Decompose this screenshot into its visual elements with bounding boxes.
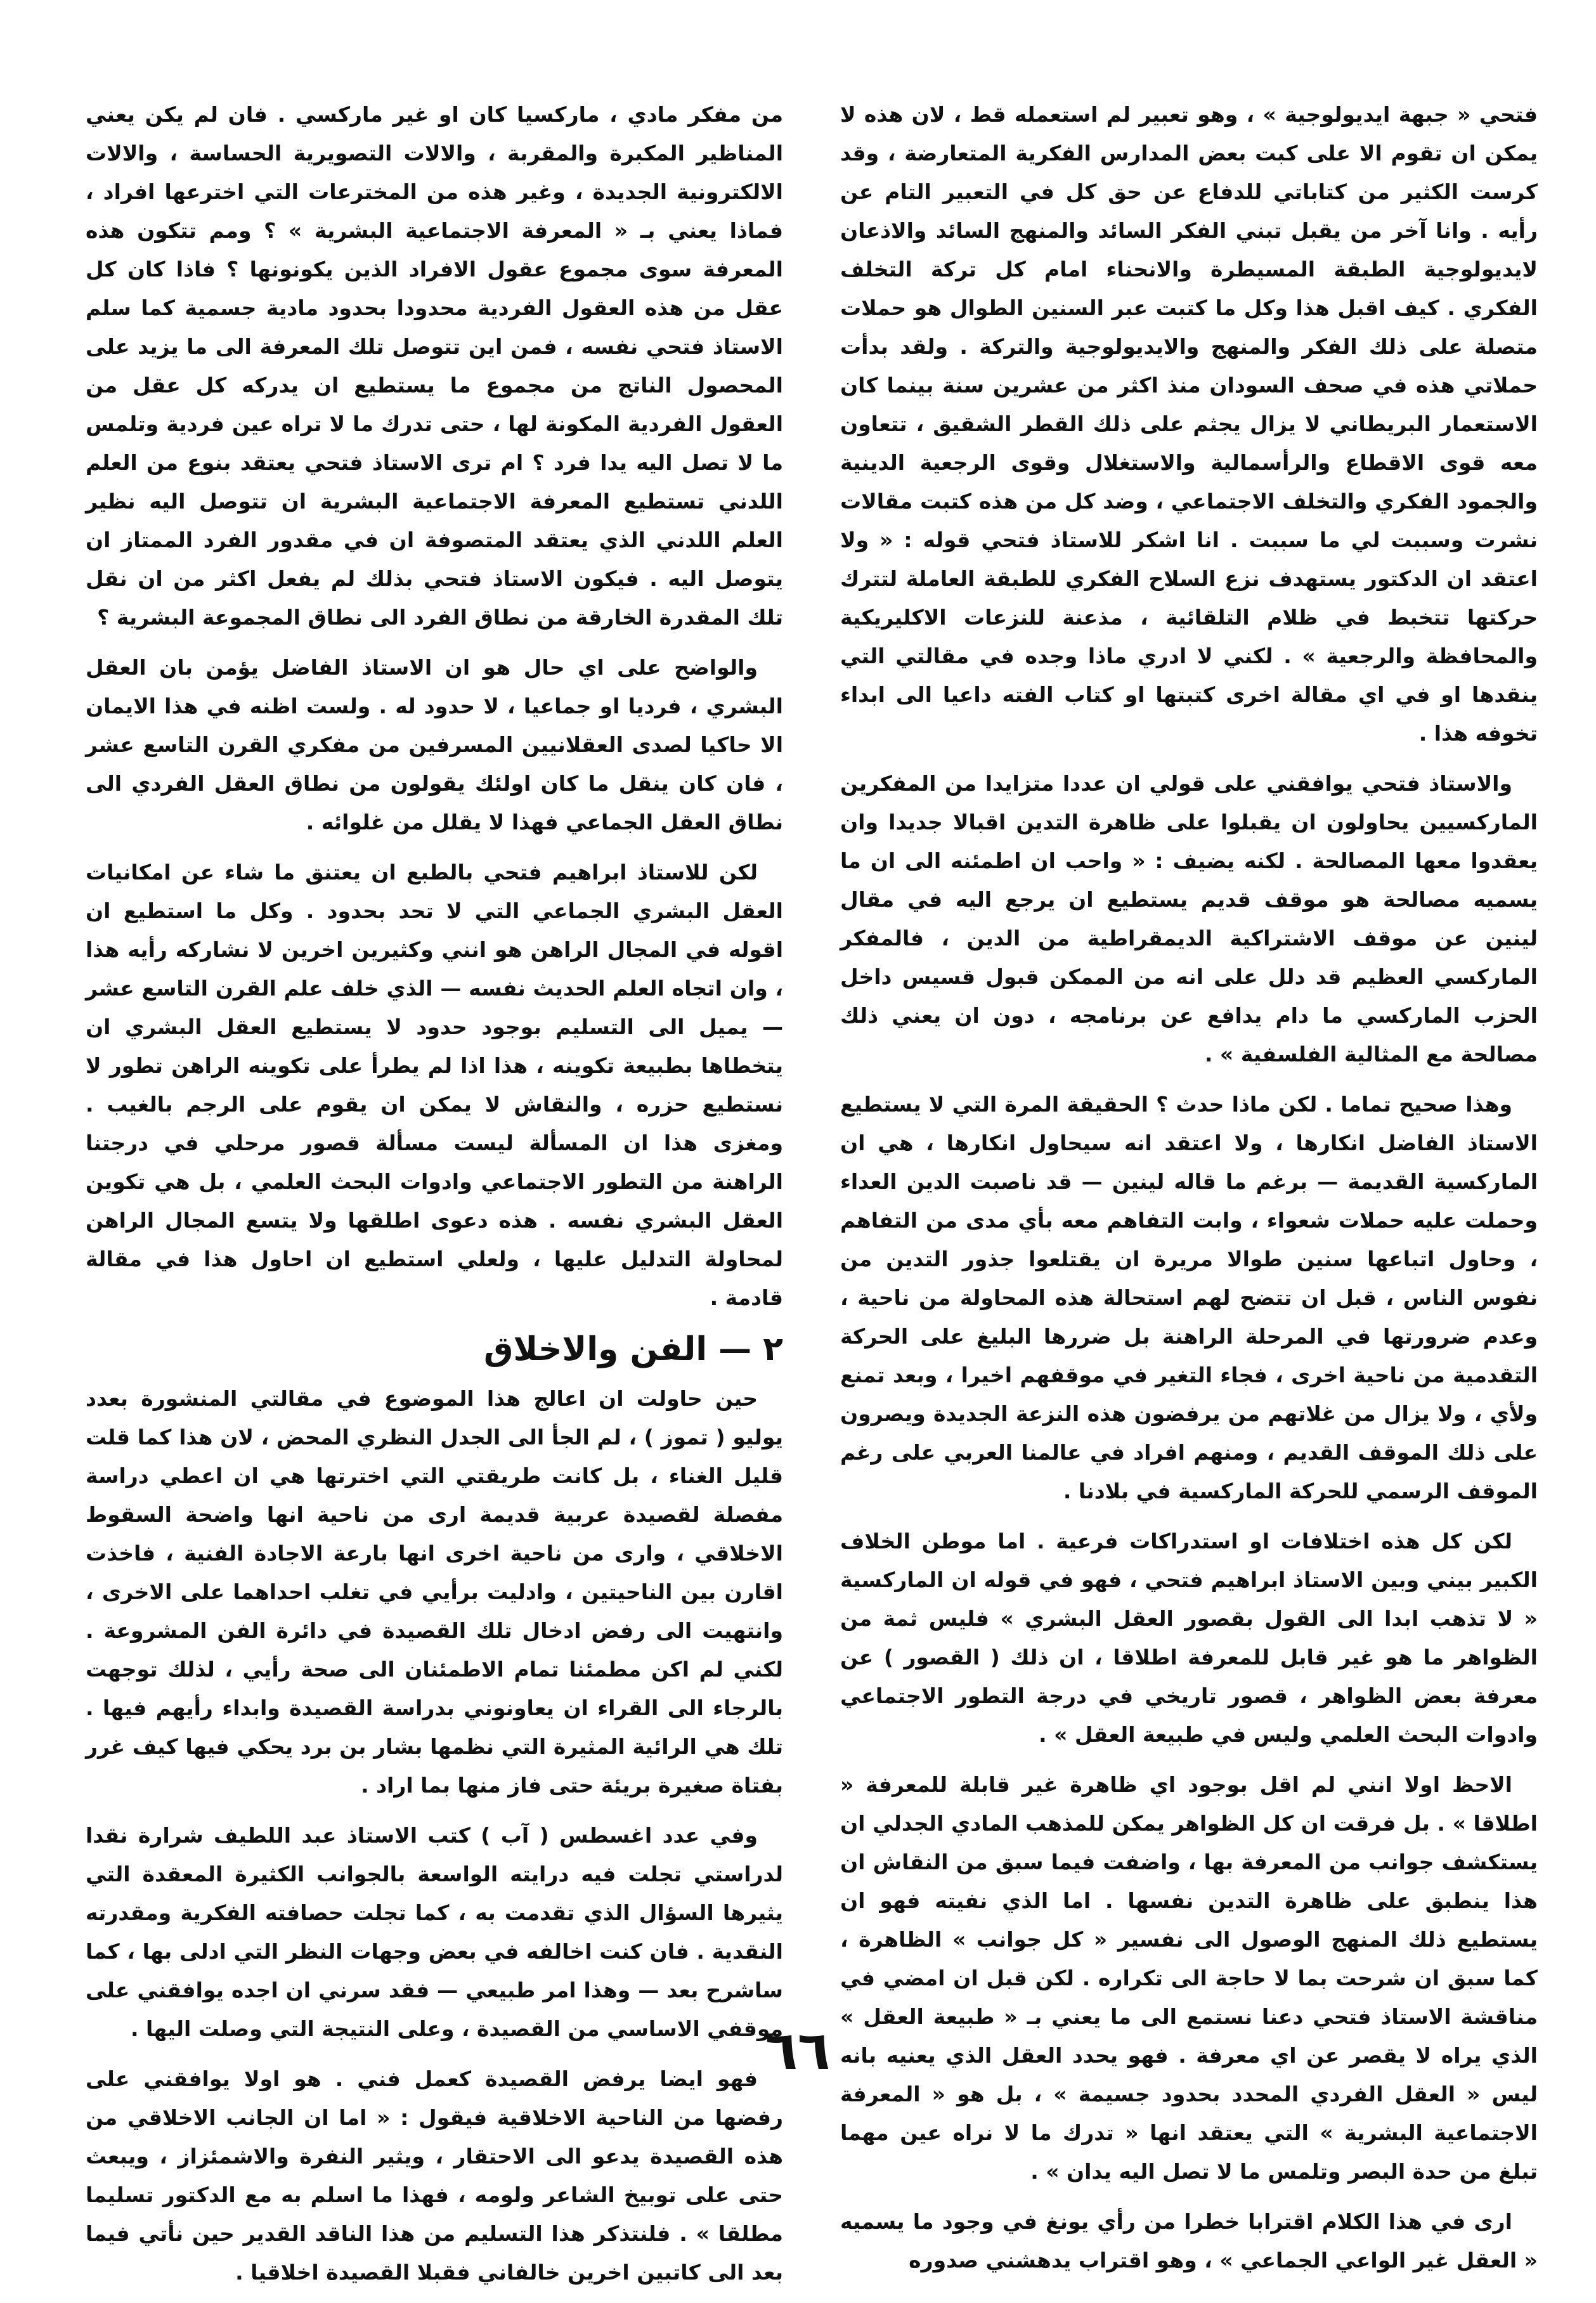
left-paragraph-1: من مفكر مادي ، ماركسيا كان او غير ماركسي . فان لم يكن يعني المناظير المكبرة والمقربة ، والالات التصويرية الحساسة ، والالات الالكترونية الجديدة ، وغير هذه من المخترعات التي اخترعها افراد ، فماذا يعني بـ « المعرفة الاجتماعية البشرية » ؟ ومم تتكون هذه المعرفة سوى مجموع عقول الافراد الذين يكونونها ؟ فاذا كان كل عقل من هذه العقول الفردية محدودا بحدود مادية جسمية كما سلم الاستاذ فتحي نفسه ، فمن اين تتوصل تلك المعرفة الى ما يزيد على المحصول الناتج من مجموع ما يستطيع ان يدركه كل عقل من العقول الفردية المكونة لها ، حتى تدرك ما لا تراه عين فردية وتلمس ما لا تصل اليه يدا فرد ؟ ام ترى الاستاذ فتحي يعتقد بنوع من العلم اللدني تستطيع المعرفة الاجتماعية البشرية ان تتوصل اليه نظير العلم اللدني الذي يعتقد المتصوفة ان في مقدور الفرد الممتاز ان يتوصل اليه . فيكون الاستاذ فتحي بذلك لم يفعل اكثر من ان نقل تلك المقدرة الخارقة من نطاق الفرد الى نطاق المجموعة البشرية ؟: [86, 102, 783, 630]
right-paragraph-2: والاستاذ فتحي يوافقني على قولي ان عددا متزايدا من المفكرين الماركسيين يحاولون ان يقبلوا على ظاهرة التدين اقبالا جديدا وان يعقدوا معها المصالحة . لكنه يضيف : « واحب ان اطمئنه الى ان ما يسميه مصالحة هو موقف قديم يستطيع ان يرجع اليه في مقال لينين عن موقف الاشتراكية الديمقراطية من الدين ، فالمفكر الماركسي العظيم قد دلل على انه من الممكن قبول قسيس داخل الحزب الماركسي ما دام يدافع عن برنامجه ، دون ان يعني ذلك مصالحة مع المثالية الفلسفية » .: [840, 771, 1538, 1067]
right-paragraph-5: الاحظ اولا انني لم اقل بوجود اي ظاهرة غير قابلة للمعرفة « اطلاقا » . بل فرقت ان كل الظواهر يمكن للمذهب المادي الجدلي ان يستكشف جوانب من المعرفة بها ، واضفت فيما سبق من النقاش ان هذا ينطبق على ظاهرة التدين نفسها . اما الذي نفيته فهو ان يستطيع ذلك المنهج الوصول الى نفسير « كل جوانب » الظاهرة ، كما سبق ان شرحت بما لا حاجة الى تكراره . لكن قبل ان امضي في مناقشة الاستاذ فتحي دعنا نستمع الى ما يعني بـ « طبيعة العقل » الذي يراه لا يقصر عن اي معرفة . فهو يحدد العقل الذي يعنيه بانه ليس « العقل الفردي المحدد بحدود جسيمة » ، بل هو « المعرفة الاجتماعية البشرية » التي يعتقد انها « تدرك ما لا نراه عين مهما تبلغ من حدة البصر وتلمس ما لا تصل اليه يدان » .: [840, 1772, 1538, 2184]
right-paragraph-6: ارى في هذا الكلام اقترابا خطرا من رأي يونغ في وجود ما يسميه « العقل غير الواعي الجماعي » ، وهو اقتراب يدهشني صدوره: [840, 2209, 1538, 2273]
right-paragraph-4: لكن كل هذه اختلافات او استدراكات فرعية . اما موطن الخلاف الكبير بيني وبين الاستاذ ابراهيم فتحي ، فهو في قوله ان الماركسية « لا تذهب ابدا الى القول بقصور العقل البشري » فليس ثمة من الظواهر ما هو غير قابل للمعرفة اطلاقا ، ان ذلك ( القصور ) عن معرفة بعض الظواهر ، قصور تاريخي في درجة التطور الاجتماعي وادوات البحث العلمي وليس في طبيعة العقل » .: [840, 1529, 1538, 1747]
page-number: ٦٦: [765, 2020, 831, 2082]
right-column: [840, 95, 1538, 2291]
left-paragraph-6: فهو ايضا يرفض القصيدة كعمل فني . هو اولا يوافقني على رفضها من الناحية الاخلاقية فيقول : « اما ان الجانب الاخلاقي من هذه القصيدة يدعو الى الاحتقار ، ويثير النفرة والاشمئزاز ، ويبعث حتى على توبيخ الشاعر ولومه ، فهذا ما اسلم به مع الدكتور تسليما مطلقا » . فلنتذكر هذا التسليم من هذا الناقد القدير حين نأتي فيما بعد الى كاتبين اخرين خالفاني فقبلا القصيدة اخلاقيا .: [86, 2066, 783, 2285]
left-paragraph-3: لكن للاستاذ ابراهيم فتحي بالطبع ان يعتنق ما شاء عن امكانيات العقل البشري الجماعي التي لا تحد بحدود . وكل ما استطيع ان اقوله في المجال الراهن هو انني وكثيرين اخرين لا نشاركه رأيه هذا ، وان اتجاه العلم الحديث نفسه — الذي خلف علم القرن التاسع عشر — يميل الى التسليم بوجود حدود لا يستطيع العقل البشري ان يتخطاها بطبيعة تكوينه ، هذا اذا لم يطرأ على تكوينه الراهن تطور لا نستطيع حزره ، والنقاش لا يمكن ان يقوم على الرجم بالغيب . ومغزى هذا ان المسألة ليست مسألة قصور مرحلي في درجتنا الراهنة من التطور الاجتماعي وادوات البحث العلمي ، بل هي تكوين العقل البشري نفسه . هذه دعوى اطلقها ولا يتسع المجال الراهن لمحاولة التدليل عليها ، ولعلي استطيع ان احاول هذا في مقالة قادمة .: [86, 860, 783, 1310]
right-paragraph-3: وهذا صحيح تماما . لكن ماذا حدث ؟ الحقيقة المرة التي لا يستطيع الاستاذ الفاضل انكارها ، ولا اعتقد انه سيحاول انكارها ، هي ان الماركسية القديمة — برغم ما قاله لينين — قد ناصبت الدين العداء وحملت عليه حملات شعواء ، وابت التفاهم معه بأي مدى من التفاهم ، وحاول اتباعها سنين طوالا مريرة ان يقتلعوا جذور التدين من نفوس الناس ، قبل ان تتضح لهم استحالة هذه المحاولة من ناحية ، وعدم ضرورتها في المرحلة الراهنة بل ضررها البليغ على الحركة التقدمية من ناحية اخرى ، فجاء التغير في موقفهم اخيرا ، وبعد تمنع ولأي ، ولا يزال من غلاتهم من يرفضون هذه النزعة الجديدة ويصرون على ذلك الموقف القديم ، ومنهم افراد في عالمنا العربي على رغم الموقف الرسمي للحركة الماركسية في بلادنا .: [840, 1092, 1538, 1503]
left-column: [86, 95, 783, 2303]
section-heading: ٢ — الفن والاخلاق: [484, 1330, 783, 1368]
left-paragraph-5: وفي عدد اغسطس ( آب ) كتب الاستاذ عبد اللطيف شرارة نقدا لدراستي تجلت فيه درايته الواسعة بالجوانب الكثيرة المعقدة التي يثيرها السؤال الذي تقدمت به ، كما تجلت حصافته الفكرية ومقدرته النقدية . فان كنت اخالفه في بعض وجهات النظر التي ادلى بها ، كما ساشرح بعد — وهذا امر طبيعي — فقد سرني ان اجده يوافقني على موقفي الاساسي من القصيدة ، وعلى النتيجة التي وصلت اليها .: [86, 1823, 783, 2041]
left-paragraph-2: والواضح على اي حال هو ان الاستاذ الفاضل يؤمن بان العقل البشري ، فرديا او جماعيا ، لا حدود له . ولست اظنه في هذا الايمان الا حاكيا لصدى العقلانيين المسرفين من مفكري القرن التاسع عشر ، فان كان ينقل ما كان اولئك يقولون من نطاق العقل الفردي الى نطاق العقل الجماعي فهذا لا يقلل من غلوائه .: [86, 655, 783, 834]
right-paragraph-1: فتحي « جبهة ايديولوجية » ، وهو تعبير لم استعمله قط ، لان هذه لا يمكن ان تقوم الا على كبت بعض المدارس الفكرية المتعارضة ، وقد كرست الكثير من كتاباتي للدفاع عن حق كل في التعبير التام عن رأيه . وانا آخر من يقبل تبني الفكر السائد والمنهج السائد والاذعان لايديولوجية الطبقة المسيطرة والانحناء امام كل تركة التخلف الفكري . كيف اقبل هذا وكل ما كتبت عبر السنين الطوال هو حملات متصلة على ذلك الفكر والمنهج والايديولوجية والتركة . ولقد بدأت حملاتي هذه في صحف السودان منذ اكثر من عشرين سنة بينما كان الاستعمار البريطاني لا يزال يجثم على ذلك القطر الشقيق ، تتعاون معه قوى الاقطاع والرأسمالية والاستغلال وقوى الرجعية الدينية والجمود الفكري والتخلف الاجتماعي ، وضد كل من هذه كتبت مقالات نشرت وسببت لي ما سببت . انا اشكر للاستاذ فتحي قوله : « ولا اعتقد ان الدكتور يستهدف نزع السلاح الفكري للطبقة العاملة لتترك حركتها تتخبط في ظلام التلقائية ، مذعنة للنزعات الاكليريكية والمحافظة والرجعية » . لكني لا ادري ماذا وجده في مقالتي التي ينقدها او في اي مقالة اخرى كتبتها او كتاب الفته داعيا الى ابداء تخوفه هذا .: [840, 102, 1538, 746]
left-paragraph-4: حين حاولت ان اعالج هذا الموضوع في مقالتي المنشورة بعدد يوليو ( تموز ) ، لم الجأ الى الجدل النظري المحض ، لان هذا كما قلت قليل الغناء ، بل كانت طريقتي التي اخترتها هي ان اعطي دراسة مفصلة لقصيدة عربية قديمة ارى من ناحية انها واضحة السقوط الاخلاقي ، وارى من ناحية اخرى انها بارعة الاجادة الفنية ، فاخذت اقارن بين الناحيتين ، وادليت برأيي في تغلب احداهما على الاخرى ، وانتهيت الى رفض ادخال تلك القصيدة في دائرة الفن المشروعة . لكني لم اكن مطمئنا تمام الاطمئنان الى صحة رأيي ، لذلك توجهت بالرجاء الى القراء ان يعاونوني بدراسة القصيدة وابداء رأيهم فيها . تلك هي الرائية المثيرة التي نظمها بشار بن برد يحكي فيها كيف غرر بفتاة صغيرة بريئة حتى فاز منها بما اراد .: [86, 1386, 783, 1798]
